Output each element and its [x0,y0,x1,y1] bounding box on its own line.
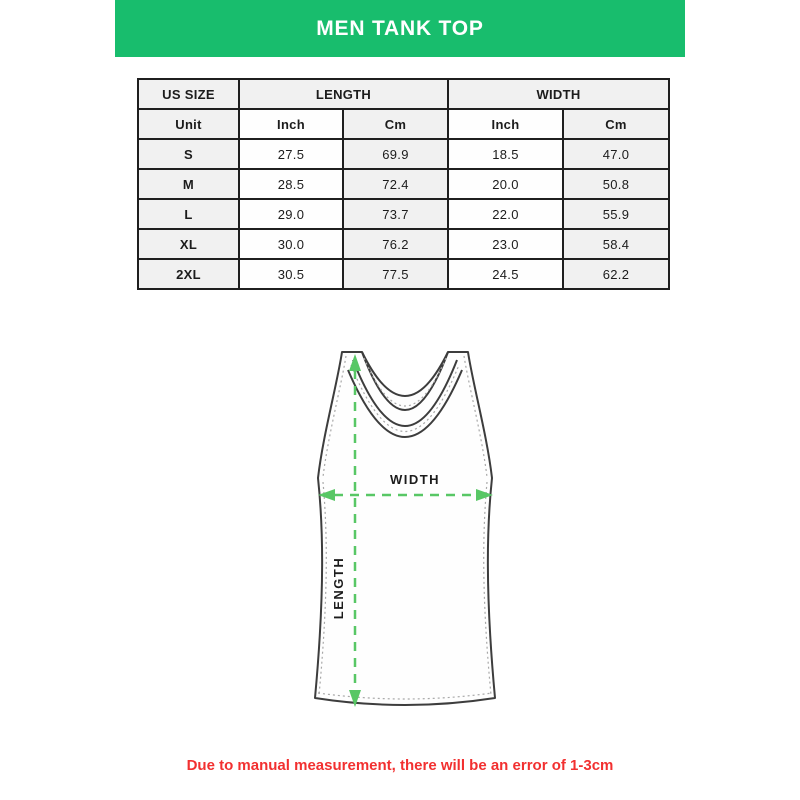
unit-label: Unit [138,109,239,139]
value-cell: 55.9 [563,199,669,229]
value-cell: 22.0 [448,199,563,229]
table-row [138,199,669,229]
value-cell: 76.2 [343,229,448,259]
size-cell: M [138,169,239,199]
table-row [138,169,669,199]
table-row [138,229,669,259]
value-cell: 29.0 [239,199,343,229]
size-table [137,78,670,290]
measurement-note: Due to manual measurement, there will be an error of 1-3cm [186,757,614,774]
value-cell: 50.8 [563,169,669,199]
tank-outline [315,352,495,705]
value-cell: 58.4 [563,229,669,259]
size-cell: L [138,199,239,229]
length-cm-label: Cm [343,109,448,139]
table-unit-row [138,109,669,139]
value-cell: 24.5 [448,259,563,289]
width-dimension-label: WIDTH [389,472,441,487]
length-dimension-label: LENGTH [331,556,346,620]
header-width: WIDTH [448,79,669,109]
size-cell: XL [138,229,239,259]
size-cell: S [138,139,239,169]
value-cell: 62.2 [563,259,669,289]
value-cell: 18.5 [448,139,563,169]
width-cm-label: Cm [563,109,669,139]
page-title: MEN TANK TOP [316,16,484,40]
value-cell: 28.5 [239,169,343,199]
value-cell: 47.0 [563,139,669,169]
size-table-body [138,139,669,289]
tank-top-svg [290,340,520,720]
value-cell: 27.5 [239,139,343,169]
table-header-row [138,79,669,109]
header-us-size: US SIZE [138,79,239,109]
tank-top-diagram [290,340,520,720]
value-cell: 72.4 [343,169,448,199]
width-inch-label: Inch [448,109,563,139]
header-length: LENGTH [239,79,448,109]
value-cell: 73.7 [343,199,448,229]
table-row [138,139,669,169]
value-cell: 20.0 [448,169,563,199]
value-cell: 23.0 [448,229,563,259]
value-cell: 30.5 [239,259,343,289]
size-table-wrap [137,78,670,290]
value-cell: 69.9 [343,139,448,169]
size-cell: 2XL [138,259,239,289]
title-bar [115,0,685,57]
value-cell: 77.5 [343,259,448,289]
value-cell: 30.0 [239,229,343,259]
table-row [138,259,669,289]
length-inch-label: Inch [239,109,343,139]
